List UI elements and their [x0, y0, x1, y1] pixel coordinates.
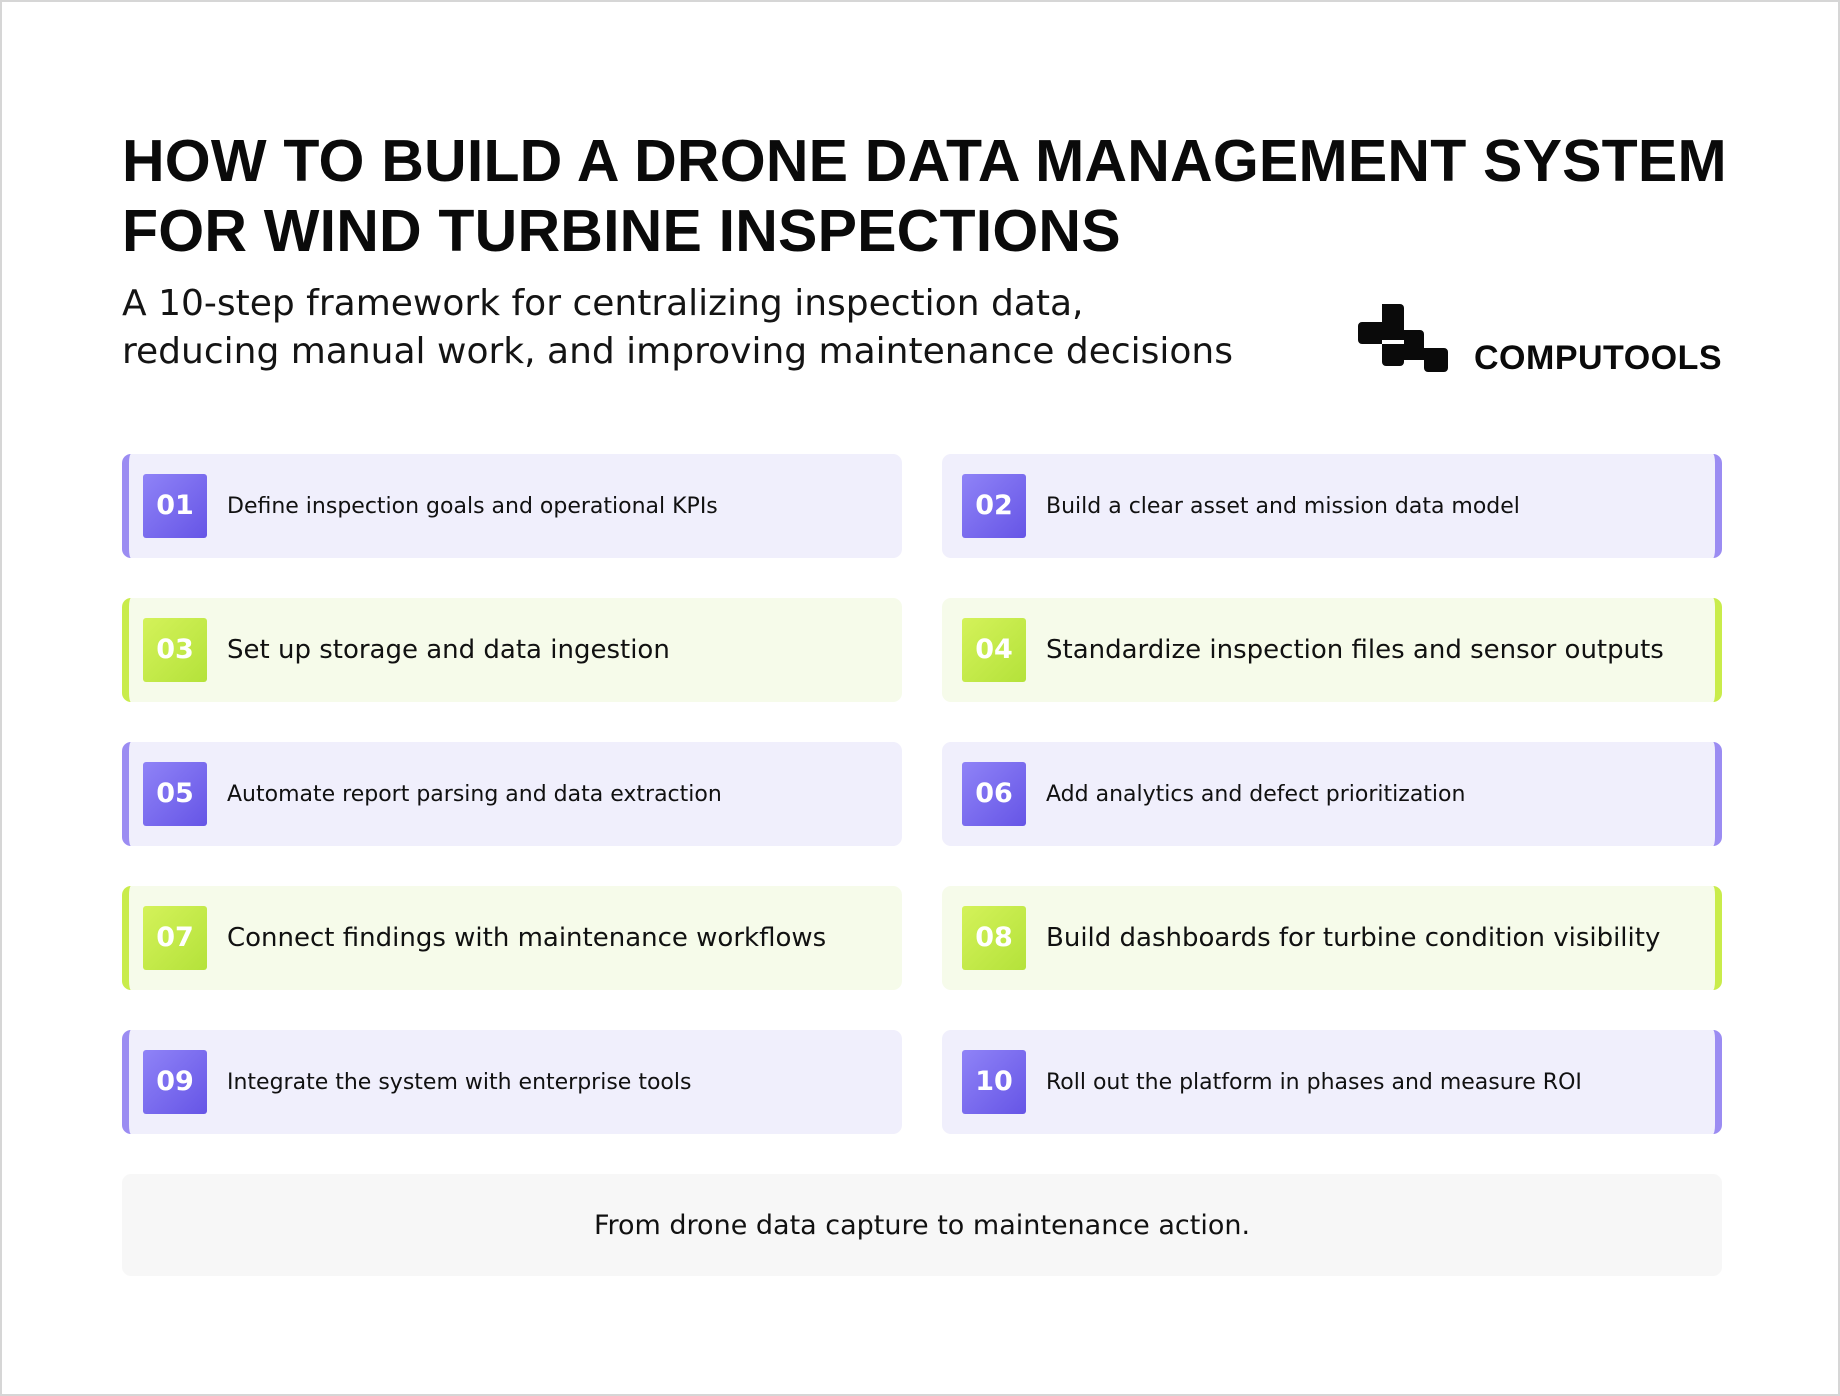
step-card-09 [122, 1030, 902, 1134]
subtitle-line-1: A 10-step framework for centralizing inspection data, [122, 283, 1084, 324]
page-subtitle [122, 280, 1302, 376]
step-number-badge: 06 [962, 762, 1026, 826]
step-label: Automate report parsing and data extraction [227, 781, 722, 807]
step-label: Connect findings with maintenance workflows [227, 923, 827, 953]
step-number-badge: 10 [962, 1050, 1026, 1114]
step-label: Roll out the platform in phases and measure ROI [1046, 1069, 1582, 1095]
step-number-badge: 05 [143, 762, 207, 826]
step-card-01 [122, 454, 902, 558]
step-number-badge: 03 [143, 618, 207, 682]
step-card-10 [942, 1030, 1722, 1134]
computools-logo-icon [1358, 300, 1452, 374]
step-card-08 [942, 886, 1722, 990]
step-number-badge: 04 [962, 618, 1026, 682]
step-label: Add analytics and defect prioritization [1046, 781, 1466, 807]
step-label: Build dashboards for turbine condition visibility [1046, 923, 1661, 953]
page-title [122, 126, 1742, 266]
footer-text: From drone data capture to maintenance action. [593, 1209, 1251, 1241]
step-number-badge: 01 [143, 474, 207, 538]
subtitle-line-2: reducing manual work, and improving maintenance decisions [122, 331, 1233, 372]
step-card-05 [122, 742, 902, 846]
step-number-badge: 08 [962, 906, 1026, 970]
step-label: Integrate the system with enterprise tools [227, 1069, 692, 1095]
step-card-04 [942, 598, 1722, 702]
brand-name: COMPUTOOLS [1474, 339, 1723, 377]
title-line-2: FOR WIND TURBINE INSPECTIONS [122, 198, 1121, 264]
step-label: Set up storage and data ingestion [227, 635, 670, 665]
step-number-badge: 07 [143, 906, 207, 970]
step-card-03 [122, 598, 902, 702]
step-label: Standardize inspection files and sensor outputs [1046, 635, 1664, 665]
step-number-badge: 09 [143, 1050, 207, 1114]
step-card-06 [942, 742, 1722, 846]
step-label: Build a clear asset and mission data model [1046, 493, 1520, 519]
step-card-02 [942, 454, 1722, 558]
step-label: Define inspection goals and operational KPIs [227, 493, 718, 519]
title-line-1: HOW TO BUILD A DRONE DATA MANAGEMENT SYSTEM [122, 128, 1727, 194]
step-number-badge: 02 [962, 474, 1026, 538]
brand [1358, 300, 1728, 380]
step-card-07 [122, 886, 902, 990]
footer-banner [122, 1174, 1722, 1276]
